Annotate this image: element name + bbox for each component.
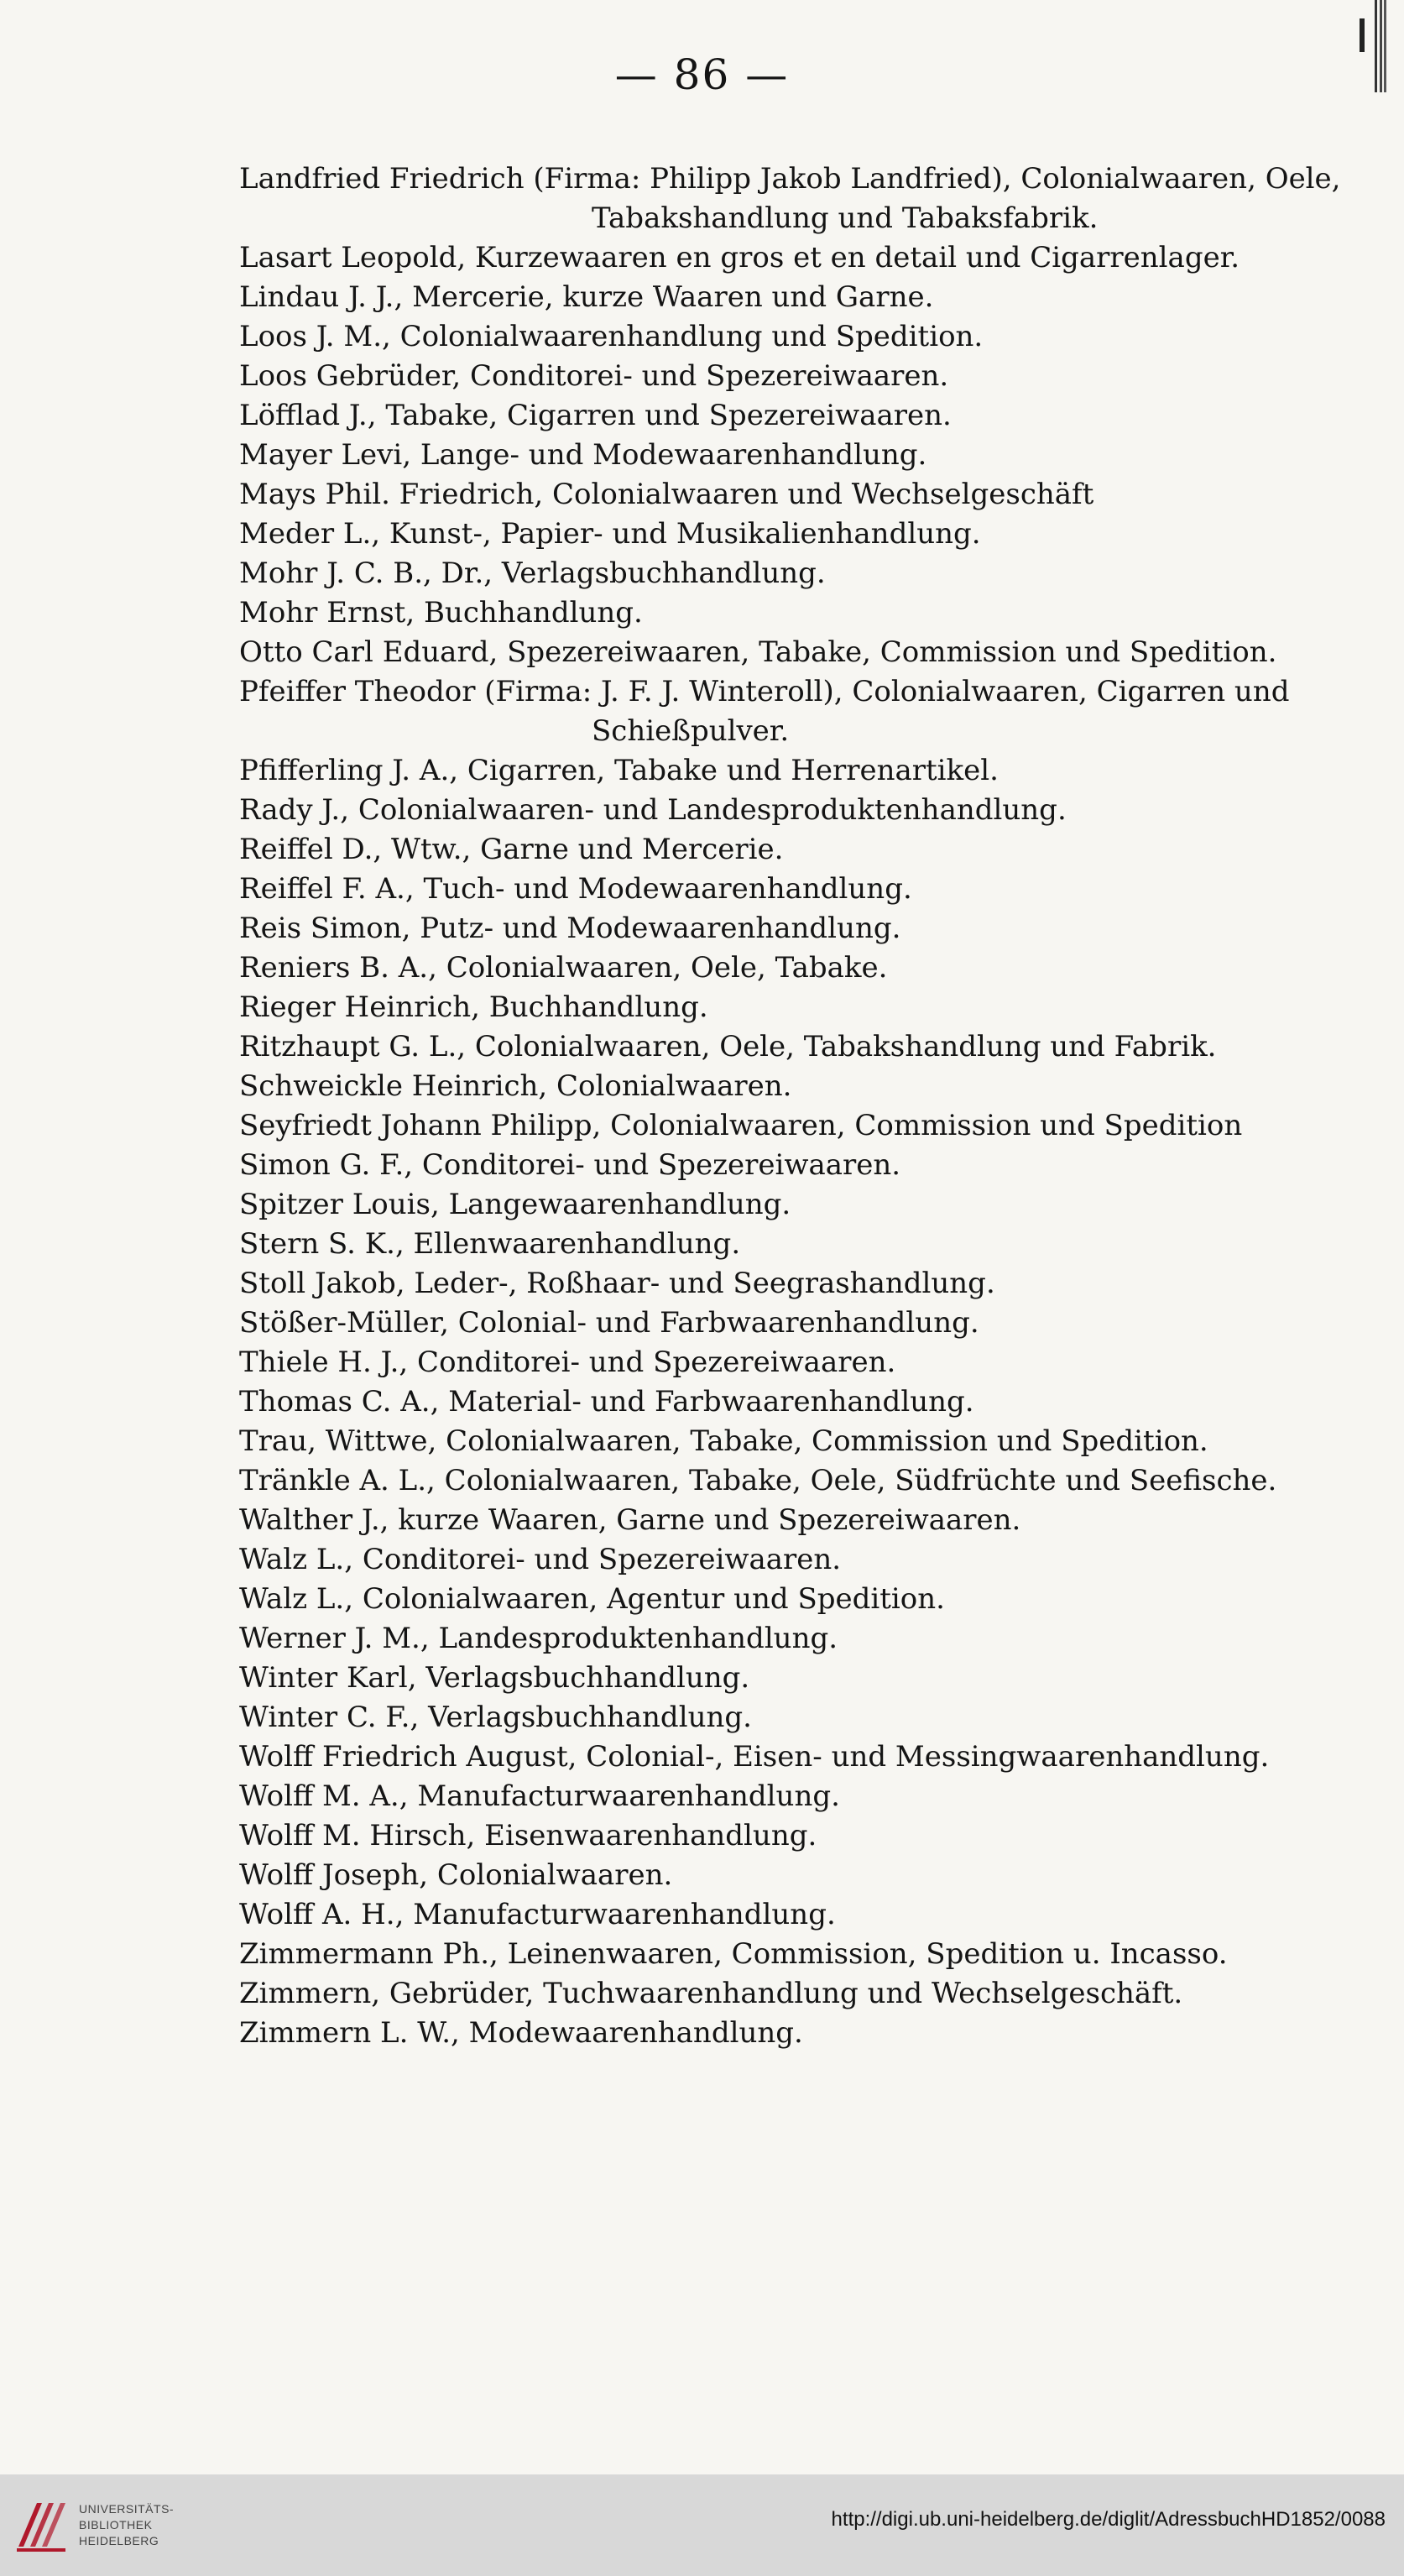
list-item: Schweickle Heinrich, Colonialwaaren. <box>239 1069 792 1103</box>
list-item: Wolff A. H., Manufacturwaarenhandlung. <box>239 1898 836 1931</box>
list-item: Landfried Friedrich (Firma: Philipp Jakob Landfried), Colonialwaaren, Oele, Tabakshandlung und Tabaksfabrik. <box>239 162 1341 235</box>
list-item: Zimmermann Ph., Leinenwaaren, Commission, Spedition u. Incasso. <box>239 1937 1228 1971</box>
list-item: Loos J. M., Colonialwaarenhandlung und Spedition. <box>239 320 984 353</box>
list-item: Reiffel D., Wtw., Garne und Mercerie. <box>239 833 784 866</box>
list-item: Seyfriedt Johann Philipp, Colonialwaaren, Commission und Spedition <box>239 1109 1243 1142</box>
list-item: Tränkle A. L., Colonialwaaren, Tabake, Oele, Südfrüchte und Seefische. <box>239 1464 1277 1497</box>
list-item: Stern S. K., Ellenwaarenhandlung. <box>239 1227 741 1261</box>
page-number: — 86 — <box>614 50 790 99</box>
list-item: Stoll Jakob, Leder-, Roßhaar- und Seegrashandlung. <box>239 1267 995 1300</box>
list-item: Wolff Joseph, Colonialwaaren. <box>239 1858 673 1892</box>
list-item: Otto Carl Eduard, Spezereiwaaren, Tabake, Commission und Spedition. <box>239 635 1277 669</box>
list-item: Stößer-Müller, Colonial- und Farbwaarenhandlung. <box>239 1306 979 1340</box>
list-item: Walther J., kurze Waaren, Garne und Spezereiwaaren. <box>239 1503 1021 1537</box>
logo-line: BIBLIOTHEK <box>79 2518 153 2532</box>
footer-band <box>0 2474 1404 2576</box>
list-item: Pfeiffer Theodor (Firma: J. F. J. Winteroll), Colonialwaaren, Cigarren und Schießpulver. <box>239 675 1290 748</box>
list-item: Reniers B. A., Colonialwaaren, Oele, Tabake. <box>239 951 888 985</box>
list-item: Werner J. M., Landesproduktenhandlung. <box>239 1622 838 1655</box>
list-item: Trau, Wittwe, Colonialwaaren, Tabake, Commission und Spedition. <box>239 1424 1208 1458</box>
list-item: Rieger Heinrich, Buchhandlung. <box>239 990 708 1024</box>
list-item: Mayer Levi, Lange- und Modewaarenhandlung. <box>239 438 927 472</box>
list-item: Mohr J. C. B., Dr., Verlagsbuchhandlung. <box>239 556 826 590</box>
list-item: Pfifferling J. A., Cigarren, Tabake und Herrenartikel. <box>239 754 999 787</box>
list-item: Zimmern, Gebrüder, Tuchwaarenhandlung und Wechselgeschäft. <box>239 1977 1183 2010</box>
list-item: Thiele H. J., Conditorei- und Spezereiwaaren. <box>239 1345 896 1379</box>
list-item: Löfflad J., Tabake, Cigarren und Spezereiwaaren. <box>239 399 952 432</box>
list-item: Lasart Leopold, Kurzewaaren en gros et en detail und Cigarrenlager. <box>239 241 1240 274</box>
list-item: Walz L., Conditorei- und Spezereiwaaren. <box>239 1543 842 1576</box>
logo-line: HEIDELBERG <box>79 2534 159 2547</box>
list-item: Wolff Friedrich August, Colonial-, Eisen- und Messingwaarenhandlung. <box>239 1740 1270 1774</box>
list-item: Winter Karl, Verlagsbuchhandlung. <box>239 1661 750 1695</box>
list-item: Simon G. F., Conditorei- und Spezereiwaaren. <box>239 1148 901 1182</box>
logo-text <box>79 2501 188 2549</box>
list-item: Mohr Ernst, Buchhandlung. <box>239 596 643 630</box>
list-item: Meder L., Kunst-, Papier- und Musikalienhandlung. <box>239 517 981 551</box>
source-url-link[interactable]: http://digi.ub.uni-heidelberg.de/diglit/AdressbuchHD1852/0088 <box>831 2508 1386 2531</box>
list-item: Thomas C. A., Material- und Farbwaarenhandlung. <box>239 1385 974 1419</box>
list-item: Reiffel F. A., Tuch- und Modewaarenhandlung. <box>239 872 912 906</box>
logo-line: UNIVERSITÄTS- <box>79 2502 175 2516</box>
list-item: Ritzhaupt G. L., Colonialwaaren, Oele, Tabakshandlung und Fabrik. <box>239 1030 1217 1063</box>
list-item: Zimmern L. W., Modewaarenhandlung. <box>239 2016 803 2050</box>
list-item: Wolff M. Hirsch, Eisenwaarenhandlung. <box>239 1819 817 1852</box>
library-seal-icon <box>12 2496 70 2555</box>
list-item: Reis Simon, Putz- und Modewaarenhandlung. <box>239 912 901 945</box>
list-item: Wolff M. A., Manufacturwaarenhandlung. <box>239 1779 840 1813</box>
scan-mark <box>1360 18 1365 52</box>
list-item: Mays Phil. Friedrich, Colonialwaaren und Wechselgeschäft <box>239 478 1094 511</box>
list-item: Walz L., Colonialwaaren, Agentur und Spedition. <box>239 1582 945 1616</box>
directory-list <box>239 159 1347 2053</box>
list-item: Spitzer Louis, Langewaarenhandlung. <box>239 1188 791 1221</box>
library-logo[interactable] <box>12 2493 180 2560</box>
list-item: Winter C. F., Verlagsbuchhandlung. <box>239 1701 752 1734</box>
list-item: Rady J., Colonialwaaren- und Landesproduktenhandlung. <box>239 793 1067 827</box>
list-item: Loos Gebrüder, Conditorei- und Spezereiwaaren. <box>239 359 949 393</box>
list-item: Lindau J. J., Mercerie, kurze Waaren und Garne. <box>239 280 934 314</box>
